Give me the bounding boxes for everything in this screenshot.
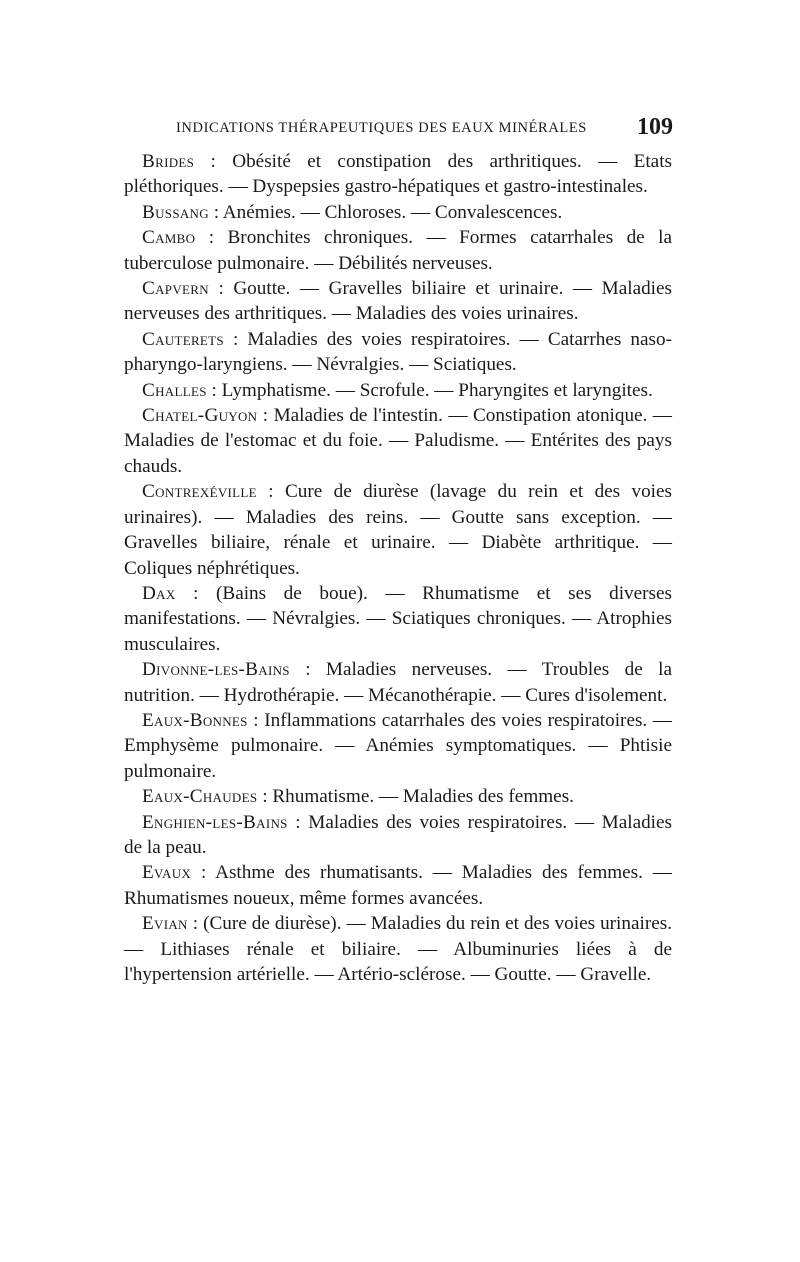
entry-text: Obésité et constipation des arthritiques. — Etats pléthoriques. — Dyspepsies gastro-hépatiques et gastro-intestinales. [124, 151, 672, 198]
place-name: Evian [142, 913, 188, 935]
entry-text: (Bains de boue). — Rhumatisme et ses diverses manifestations. — Névralgies. — Sciatiques chroniques. — Atrophies musculaires. [124, 582, 672, 655]
entry-text: (Cure de diurèse). — Maladies du rein et des voies urinaires. — Lithiases rénale et biliaire. — Albuminuries liées à de l'hypertension artérielle. — Artério-sclérose. — Goutte. — Gravelle. [124, 913, 672, 985]
entry-separator: : [247, 709, 265, 731]
entry-cauterets [124, 327, 672, 378]
entry-separator: : [223, 328, 248, 350]
entry-separator: : [191, 862, 216, 884]
entry-chatel-guyon [124, 403, 672, 479]
entry-separator: : [187, 913, 204, 935]
place-name: Eaux-Bonnes [142, 709, 248, 731]
running-head [176, 114, 673, 142]
place-name: Dax [142, 582, 176, 604]
entry-brides [124, 149, 672, 200]
place-name: Eaux-Chaudes [142, 786, 258, 808]
entry-text: Rhumatisme. — Maladies des femmes. [272, 786, 574, 808]
entry-separator: : [289, 659, 326, 681]
place-name: Brides [142, 151, 195, 172]
place-name: Capvern [142, 278, 209, 300]
entry-eaux-chaudes [124, 784, 672, 809]
entry-separator: : [208, 201, 223, 223]
entry-evian [124, 911, 672, 987]
place-name: Enghien-les-Bains [142, 811, 288, 833]
entry-evaux [124, 860, 672, 911]
running-title: INDICATIONS THÉRAPEUTIQUES DES EAUX MINÉRALES [176, 120, 587, 136]
entry-text: Maladies de l'intestin. — Constipation atonique. — Maladies de l'estomac et du foie. — Paludisme. — Entérites des pays chauds. [124, 405, 672, 477]
entry-dax [124, 581, 672, 657]
place-name: Cauterets [142, 328, 224, 350]
entry-capvern [124, 276, 672, 327]
entry-text: Bronchites chroniques. — Formes catarrhales de la tuberculose pulmonaire. — Débilités nerveuses. [124, 227, 672, 274]
entry-cambo [124, 225, 672, 276]
entry-bussang [124, 200, 672, 225]
entry-text: Goutte. — Gravelles biliaire et urinaire. — Maladies nerveuses des arthritiques. — Maladies des voies urinaires. [124, 278, 672, 325]
entry-separator: : [175, 582, 217, 604]
place-name: Chatel-Guyon [142, 405, 258, 427]
entry-text: Lymphatisme. — Scrofule. — Pharyngites et laryngites. [221, 379, 653, 401]
page-number: 109 [637, 114, 673, 140]
entry-text: Anémies. — Chloroses. — Convalescences. [222, 201, 563, 223]
entry-separator: : [194, 151, 233, 172]
place-name: Evaux [142, 862, 192, 884]
entry-separator: : [257, 786, 273, 808]
place-name: Challes [142, 379, 207, 401]
entry-text: Maladies des voies respiratoires. — Maladies de la peau. [124, 811, 672, 858]
place-name: Bussang [142, 201, 209, 223]
place-name: Divonne-les-Bains [142, 659, 290, 681]
entry-separator: : [208, 278, 234, 300]
entry-enghien-les-bains [124, 810, 672, 861]
place-name: Cambo [142, 227, 196, 249]
entry-separator: : [287, 811, 309, 833]
place-name: Contrexéville [142, 481, 257, 503]
entry-challes [124, 378, 672, 403]
entry-text: Cure de diurèse (lavage du rein et des voies urinaires). — Maladies des reins. — Goutte sans exception. — Gravelles biliaire, rénale et urinaire. — Diabète arthritique. — Coliques néphrétiques. [124, 481, 672, 579]
entry-text: Asthme des rhumatisants. — Maladies des femmes. — Rhumatismes noueux, même formes avancées. [124, 862, 672, 909]
entry-eaux-bonnes [124, 708, 672, 784]
entry-contrexeville [124, 479, 672, 581]
entry-separator: : [206, 379, 222, 401]
entry-separator: : [256, 481, 285, 503]
entry-separator: : [257, 405, 274, 427]
entry-divonne-les-bains [124, 657, 672, 708]
entry-text: Maladies nerveuses. — Troubles de la nutrition. — Hydrothérapie. — Mécanothérapie. — Cures d'isolement. [124, 659, 672, 706]
indications-list [124, 149, 672, 987]
entry-separator: : [195, 227, 228, 249]
entry-text: Maladies des voies respiratoires. — Catarrhes naso-pharyngo-laryngiens. — Névralgies. — Sciatiques. [124, 328, 672, 376]
entry-text: Inflammations catarrhales des voies respiratoires. — Emphysème pulmonaire. — Anémies symptomatiques. — Phtisie pulmonaire. [124, 709, 672, 782]
